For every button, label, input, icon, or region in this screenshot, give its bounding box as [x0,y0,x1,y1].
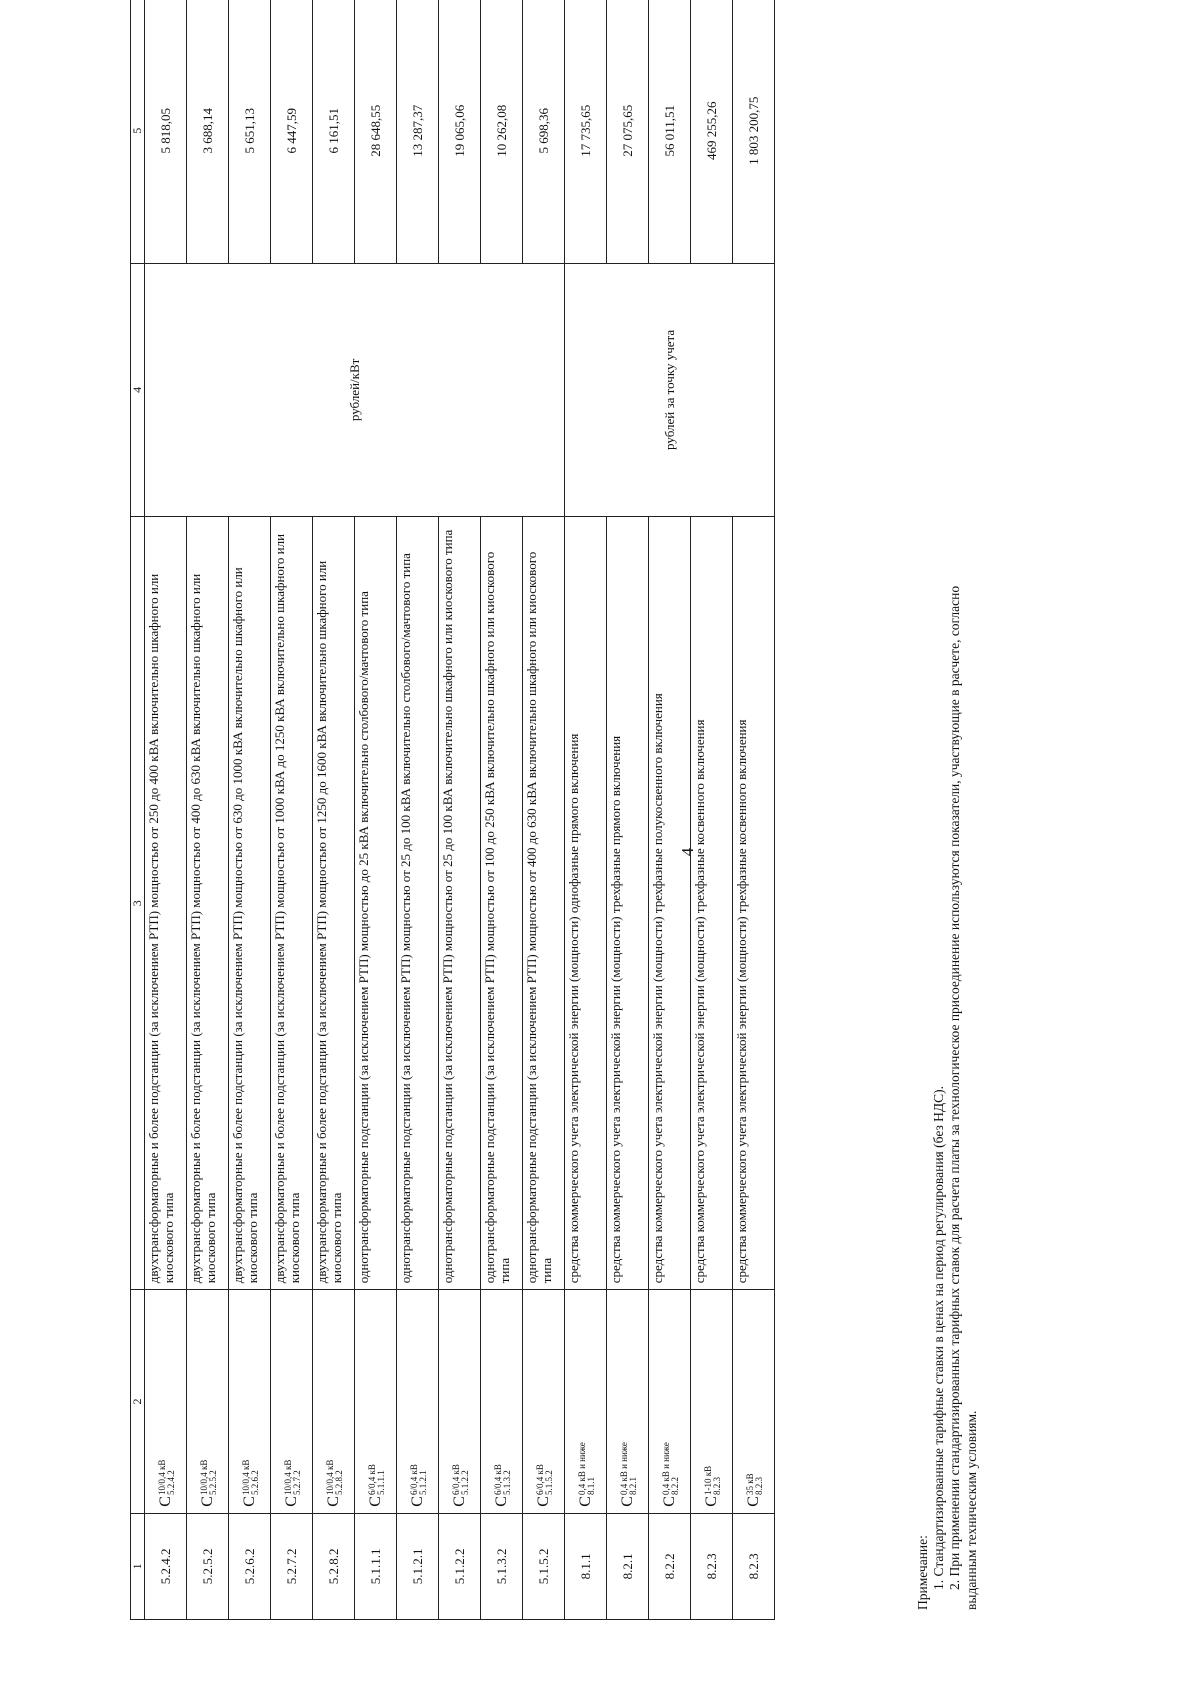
rate-value: 56 011,51 [649,0,691,263]
rate-code-voltage: 1-10 кВ [703,1465,714,1496]
notes-title: Примечание: [915,1535,930,1610]
rate-code-index: 5.2.4.2 [165,1470,176,1496]
rate-code-index: 8.2.2 [669,1477,680,1496]
rate-code-symbol: C [618,1496,636,1507]
row-description: двухтрансформаторные и более подстанции (за исключением РТП) мощностью от 400 до 630 кВА включительно шкафного или киоскового типа [187,517,229,1290]
rate-code-indices [200,1460,217,1495]
header-col-2: 2 [131,1290,145,1513]
rate-code-indices [578,1442,595,1495]
rate-code-voltage: 6/0,4 кВ [367,1464,378,1496]
row-number: 8.2.2 [649,1513,691,1619]
rate-value: 13 287,37 [397,0,439,263]
rate-code-symbol: C [492,1496,510,1507]
row-number: 5.1.1.1 [355,1513,397,1619]
rate-code [523,1290,565,1513]
rate-code-symbol: C [450,1496,468,1507]
rate-code-indices [368,1464,385,1495]
row-description: однотрансформаторные подстанции (за исключением РТП) мощностью от 400 до 630 кВА включительно шкафного или киоскового типа [523,517,565,1290]
page-number: 4 [678,847,697,857]
row-description: средства коммерческого учета электрической энергии (мощности) однофазные прямого включения [565,517,607,1290]
rate-value: 19 065,06 [439,0,481,263]
rate-code-index: 5.1.2.2 [459,1470,470,1496]
rate-code [397,1290,439,1513]
row-number: 5.2.7.2 [271,1513,313,1619]
rate-code-voltage: 0,4 кВ и ниже [661,1442,672,1496]
rate-code-symbol: C [576,1496,594,1507]
rate-code [145,1290,187,1513]
notes-section [915,50,980,1610]
rate-code-voltage: 10/0,4 кВ [199,1459,210,1496]
note-2: 2. При применении стандартизированных тарифных ставок для расчета платы за технологическое присоединение используются показатели, участвующие в расчете, согласно [947,585,963,1590]
rate-code-index: 5.1.2.1 [417,1470,428,1496]
rate-code-symbol: C [408,1496,426,1507]
rate-code [271,1290,313,1513]
rate-value: 5 818,05 [145,0,187,263]
rate-code-symbol: C [744,1496,762,1507]
rate-code-indices [536,1464,553,1495]
rate-code-symbol: C [534,1496,552,1507]
row-number: 5.2.6.2 [229,1513,271,1619]
row-description: двухтрансформаторные и более подстанции (за исключением РТП) мощностью от 1000 кВА до 1250 кВА включительно шкафного или киоскового типа [271,517,313,1290]
header-col-3: 3 [131,517,145,1290]
rate-value: 27 075,65 [607,0,649,263]
row-description: средства коммерческого учета электрической энергии (мощности) трехфазные прямого включения [607,517,649,1290]
rate-value: 5 651,13 [229,0,271,263]
table-row [397,0,439,1620]
rate-code-index: 5.2.6.2 [249,1470,260,1496]
rate-code-indices [242,1460,259,1495]
header-col-1: 1 [131,1513,145,1619]
rate-code-voltage: 6/0,4 кВ [451,1464,462,1496]
rate-code-symbol: C [156,1496,174,1507]
rate-code-index: 5.2.7.2 [291,1470,302,1496]
note-1: 1. Стандартизированные тарифные ставки в ценах на период регулирования (без НДС). [931,1085,947,1590]
row-number: 5.1.3.2 [481,1513,523,1619]
rate-code [691,1290,733,1513]
table-row [355,0,397,1620]
row-number: 8.2.3 [691,1513,733,1619]
rate-code-index: 8.1.1 [585,1477,596,1496]
tariff-table [130,0,775,1620]
row-description: однотрансформаторные подстанции (за исключением РТП) мощностью от 25 до 100 кВА включительно столбового/мачтового типа [397,517,439,1290]
rate-code-index: 5.2.8.2 [333,1470,344,1496]
table-row [313,0,355,1620]
rate-value: 28 648,55 [355,0,397,263]
rate-code [649,1290,691,1513]
rate-code [187,1290,229,1513]
rate-code-indices [704,1466,721,1495]
row-number: 5.1.5.2 [523,1513,565,1619]
rate-code-indices [662,1442,679,1495]
rate-code [481,1290,523,1513]
rate-code-voltage: 0,4 кВ и ниже [619,1442,630,1496]
row-number: 5.1.2.1 [397,1513,439,1619]
rate-code-voltage: 6/0,4 кВ [493,1464,504,1496]
table-row [607,0,649,1620]
table-row [565,0,607,1620]
table-row [271,0,313,1620]
row-description: однотрансформаторные подстанции (за исключением РТП) мощностью от 100 до 250 кВА включительно шкафного или киоскового типа [481,517,523,1290]
unit-cell: рублей за точку учета [565,263,775,517]
rate-value: 1 803 200,75 [733,0,775,263]
rate-code-symbol: C [660,1496,678,1507]
rate-code [229,1290,271,1513]
rate-code-voltage: 6/0,4 кВ [409,1464,420,1496]
rate-code-symbol: C [240,1496,258,1507]
rate-code-indices [452,1464,469,1495]
table-row [145,0,187,1620]
rate-code [355,1290,397,1513]
table-row [481,0,523,1620]
rate-code-indices [746,1473,763,1495]
table-row [649,0,691,1620]
rate-value: 5 698,36 [523,0,565,263]
row-description: двухтрансформаторные и более подстанции (за исключением РТП) мощностью от 250 до 400 кВА включительно шкафного или киоскового типа [145,517,187,1290]
rate-code-symbol: C [702,1496,720,1507]
note-2-continuation: выданным техническим условиям. [963,1410,979,1610]
rate-code-voltage: 10/0,4 кВ [325,1459,336,1496]
rate-code-index: 5.1.3.2 [501,1470,512,1496]
row-number: 5.1.2.2 [439,1513,481,1619]
table-row [733,0,775,1620]
rate-code-index: 5.1.1.1 [375,1470,386,1496]
rate-code-indices [158,1460,175,1495]
rate-code-voltage: 10/0,4 кВ [283,1459,294,1496]
rate-code-voltage: 6/0,4 кВ [535,1464,546,1496]
table-row [229,0,271,1620]
rate-code-indices [326,1460,343,1495]
rate-code-index: 8.2.3 [711,1477,722,1496]
row-description: средства коммерческого учета электрической энергии (мощности) трехфазные косвенного включения [733,517,775,1290]
rate-code-index: 5.1.5.2 [543,1470,554,1496]
row-description: двухтрансформаторные и более подстанции (за исключением РТП) мощностью от 630 до 1000 кВА включительно шкафного или киоскового типа [229,517,271,1290]
header-col-4: 4 [131,263,145,517]
table-row [439,0,481,1620]
rate-code-voltage: 10/0,4 кВ [157,1459,168,1496]
table-row [523,0,565,1620]
rate-code-voltage: 10/0,4 кВ [241,1459,252,1496]
rate-code-indices [620,1442,637,1495]
rate-code-indices [494,1464,511,1495]
rate-code-index: 8.2.3 [753,1477,764,1496]
rate-code-index: 8.2.1 [627,1477,638,1496]
rate-value: 6 161,51 [313,0,355,263]
rate-code [565,1290,607,1513]
rate-code [313,1290,355,1513]
rate-code-voltage: 0,4 кВ и ниже [577,1442,588,1496]
rate-value: 10 262,08 [481,0,523,263]
row-number: 8.2.3 [733,1513,775,1619]
rate-code [607,1290,649,1513]
row-description: двухтрансформаторные и более подстанции (за исключением РТП) мощностью от 1250 до 1600 кВА включительно шкафного или киоскового типа [313,517,355,1290]
rate-value: 17 735,65 [565,0,607,263]
table-header-row [131,0,145,1620]
row-description: однотрансформаторные подстанции (за исключением РТП) мощностью до 25 кВА включительно столбового/мачтового типа [355,517,397,1290]
rate-code-symbol: C [282,1496,300,1507]
rate-code [733,1290,775,1513]
rate-code-voltage: 35 кВ [745,1473,756,1496]
row-number: 8.1.1 [565,1513,607,1619]
table-row [691,0,733,1620]
rate-code-symbol: C [366,1496,384,1507]
row-number: 5.2.4.2 [145,1513,187,1619]
row-description: однотрансформаторные подстанции (за исключением РТП) мощностью от 25 до 100 кВА включительно шкафного или киоскового типа [439,517,481,1290]
row-number: 8.2.1 [607,1513,649,1619]
rate-code-symbol: C [198,1496,216,1507]
rate-value: 6 447,59 [271,0,313,263]
rate-code [439,1290,481,1513]
row-description: средства коммерческого учета электрической энергии (мощности) трехфазные косвенного включения [691,517,733,1290]
rate-value: 469 255,26 [691,0,733,263]
rate-code-indices [284,1460,301,1495]
row-description: средства коммерческого учета электрической энергии (мощности) трехфазные полукосвенного включения [649,517,691,1290]
rate-code-index: 5.2.5.2 [207,1470,218,1496]
rate-value: 3 688,14 [187,0,229,263]
rate-code-indices [410,1464,427,1495]
row-number: 5.2.8.2 [313,1513,355,1619]
table-row [187,0,229,1620]
rate-code-symbol: C [324,1496,342,1507]
header-col-5: 5 [131,0,145,263]
unit-cell: рублей/кВт [145,263,565,517]
row-number: 5.2.5.2 [187,1513,229,1619]
